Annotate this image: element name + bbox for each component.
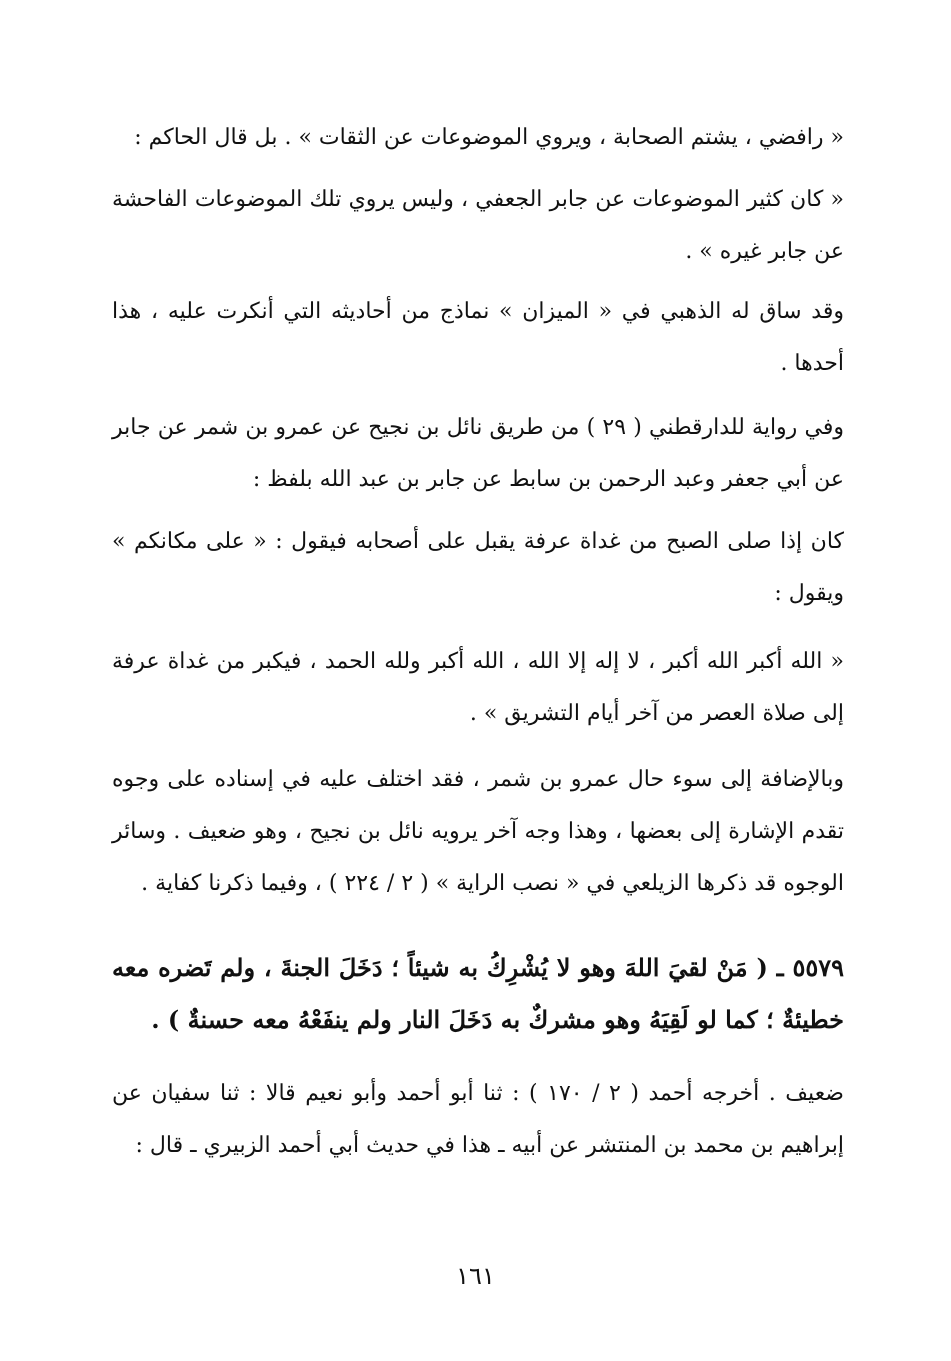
paragraph-takbir-text: « الله أكبر الله أكبر ، لا إله إلا الله ، الله أكبر ولله الحمد ، فيكبر من غداة عرفة إلى صلاة العصر من آخر أيام التشريق » .: [112, 649, 844, 726]
paragraph-daraqutni-narration: وفي رواية للدارقطني ( ٢٩ ) من طريق نائل بن نجيح عن عمرو بن شمر عن جابر عن أبي جعفر وعبد الرحمن بن سابط عن جابر بن عبد الله بلفظ :: [112, 415, 844, 492]
paragraph-grading: ضعيف . أخرجه أحمد ( ٢ / ١٧٠ ) : ثنا أبو أحمد وأبو نعيم قالا : ثنا سفيان عن إبراهيم بن محمد بن المنتشر عن أبيه ـ هذا في حديث أبي أحمد الزبيري ـ قال :: [112, 1081, 844, 1158]
paragraph-hakim-quote: « كان كثير الموضوعات عن جابر الجعفي ، وليس يروي تلك الموضوعات الفاحشة عن جابر غيره » .: [112, 187, 844, 264]
paragraph-rafidi-quote: « رافضي ، يشتم الصحابة ، ويروي الموضوعات عن الثقات » . بل قال الحاكم :: [134, 125, 844, 150]
page-number: ١٦١: [456, 1262, 495, 1290]
hadith-5579: ٥٥٧٩ ـ ( مَنْ لقيَ اللهَ وهو لا يُشْرِكُ به شيئاً ؛ دَخَلَ الجنةَ ، ولم تَضره معه خطيئةٌ ؛ كما لو لَقِيَهُ وهو مشركٌ به دَخَلَ النار ولم ينفَعْهُ معه حسنةٌ ) .: [112, 953, 844, 1034]
paragraph-hadith-text: كان إذا صلى الصبح من غداة عرفة يقبل على أصحابه فيقول : « على مكانكم » ويقول :: [112, 529, 844, 606]
paragraph-isnad-discussion: وبالإضافة إلى سوء حال عمرو بن شمر ، فقد اختلف عليه في إسناده على وجوه تقدم الإشارة إلى بعضها ، وهذا وجه آخر يرويه نائل بن نجيح ، وهو ضعيف . وسائر الوجوه قد ذكرها الزيلعي في « نصب الراية » ( ٢ / ٢٢٤ ) ، وفيما ذكرنا كفاية .: [112, 767, 844, 896]
paragraph-dhahabi-mizan: وقد ساق له الذهبي في « الميزان » نماذج من أحاديثه التي أنكرت عليه ، هذا أحدها .: [112, 299, 844, 376]
